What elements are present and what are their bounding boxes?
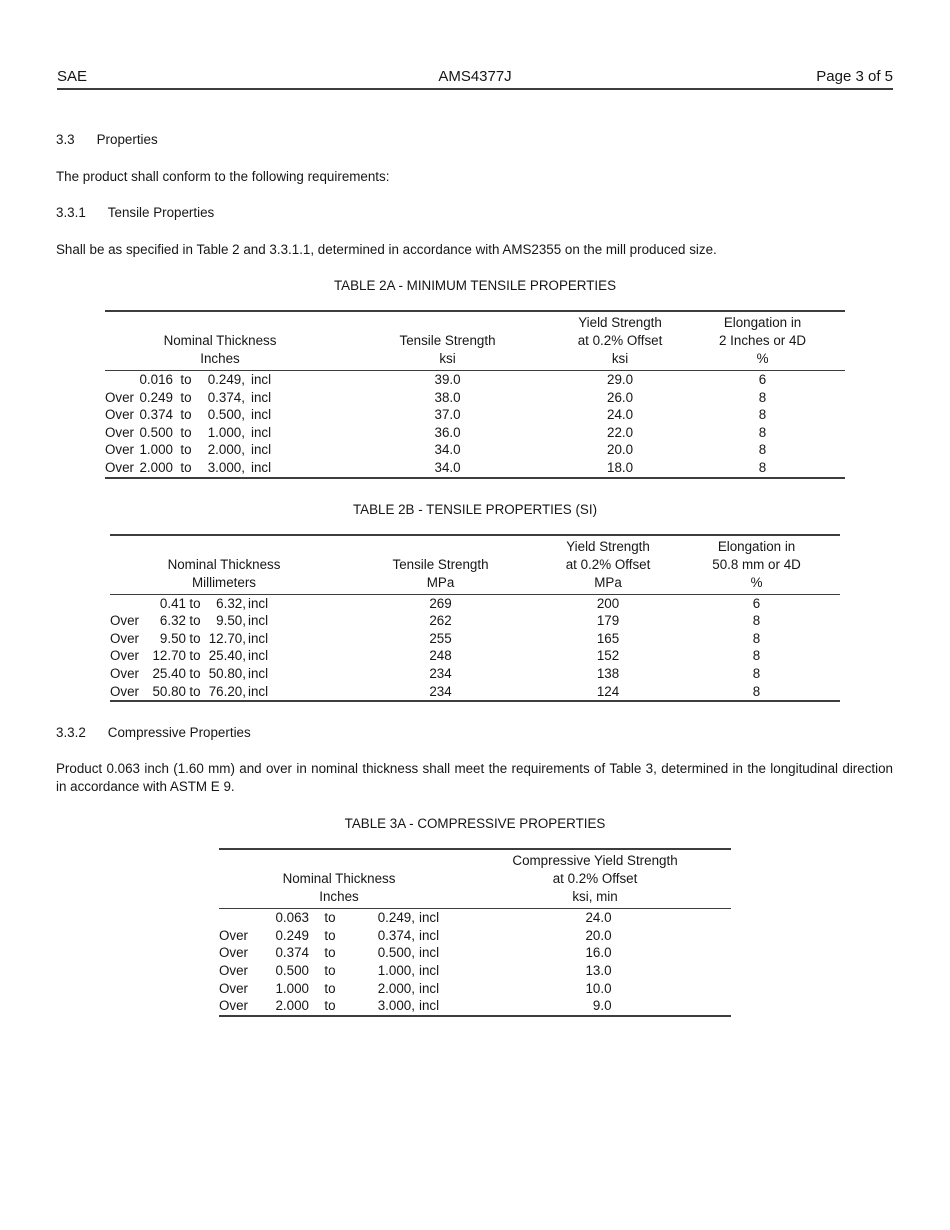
paragraph: Product 0.063 inch (1.60 mm) and over in nominal thickness shall meet the requirements of Table 3, determined in the longitudinal direction in accordance with ASTM E 9. xyxy=(56,761,893,795)
thickness-cell: 2.000, xyxy=(207,442,245,458)
thickness-cell: incl xyxy=(418,998,440,1014)
table-3a xyxy=(219,848,731,1017)
thickness-cell: incl xyxy=(247,665,269,681)
value-cell: 24.0 xyxy=(607,407,634,423)
table-2a-title: TABLE 2A - MINIMUM TENSILE PROPERTIES xyxy=(333,278,616,293)
thickness-cell: to xyxy=(189,595,201,611)
value-cell: 24.0 xyxy=(585,910,612,926)
thickness-cell: incl xyxy=(418,945,440,961)
thickness-cell: 50.80, xyxy=(208,665,246,681)
thickness-cell: 0.249 xyxy=(139,389,173,405)
value-cell: 9.0 xyxy=(592,998,612,1014)
thickness-cell: 9.50, xyxy=(216,613,246,629)
thickness-cell: Over xyxy=(109,683,139,699)
thickness-cell: 3.000, xyxy=(207,459,245,475)
value-cell: 22.0 xyxy=(607,424,634,440)
thickness-cell: Over xyxy=(104,389,134,405)
value-cell: 20.0 xyxy=(585,927,612,943)
thickness-cell: 0.500, xyxy=(207,407,245,423)
value-cell: 34.0 xyxy=(434,459,461,475)
value-cell: 13.0 xyxy=(585,962,612,978)
thickness-cell: 0.063 xyxy=(275,910,309,926)
thickness-cell: 76.20, xyxy=(208,683,246,699)
thickness-cell: Over xyxy=(109,665,139,681)
thickness-cell: to xyxy=(180,424,192,440)
thickness-cell: to xyxy=(180,442,192,458)
table-row xyxy=(110,630,840,648)
column-header-thickness: Nominal Thickness Inches xyxy=(219,849,459,909)
header-org: SAE xyxy=(57,68,88,85)
thickness-cell: to xyxy=(189,613,201,629)
value-cell: 200 xyxy=(596,595,620,611)
value-cell: 255 xyxy=(429,630,452,646)
table-2a xyxy=(105,310,845,479)
table-row xyxy=(105,459,845,478)
thickness-cell: to xyxy=(324,998,336,1014)
thickness-cell: to xyxy=(180,372,192,387)
thickness-cell: to xyxy=(180,389,192,405)
value-cell: 6 xyxy=(758,372,767,387)
thickness-cell: to xyxy=(324,980,336,996)
value-cell: 6 xyxy=(752,595,761,611)
value-cell: 8 xyxy=(752,613,761,629)
value-cell: 36.0 xyxy=(434,424,461,440)
thickness-cell: 2.000 xyxy=(139,459,173,475)
thickness-cell: 12.70 xyxy=(152,648,186,664)
thickness-cell: to xyxy=(324,945,336,961)
value-cell: 234 xyxy=(429,665,452,681)
thickness-cell: 6.32, xyxy=(216,595,246,611)
thickness-cell: incl xyxy=(250,389,272,405)
thickness-cell: to xyxy=(180,407,192,423)
thickness-cell: 2.000 xyxy=(275,998,309,1014)
thickness-cell: 0.41 xyxy=(159,595,186,611)
value-cell: 10.0 xyxy=(585,980,612,996)
value-cell: 8 xyxy=(758,407,767,423)
thickness-cell: 0.374 xyxy=(139,407,173,423)
value-cell: 8 xyxy=(758,459,767,475)
table-header-row xyxy=(105,311,845,371)
table-row xyxy=(219,997,731,1016)
thickness-cell: 0.500 xyxy=(139,424,173,440)
value-cell: 8 xyxy=(752,648,761,664)
section-heading-3-3-1 xyxy=(56,204,894,222)
thickness-cell: 0.374 xyxy=(275,945,309,961)
table-row xyxy=(105,389,845,407)
table-row xyxy=(105,371,845,389)
thickness-cell: incl xyxy=(250,459,272,475)
table-3a-title: TABLE 3A - COMPRESSIVE PROPERTIES xyxy=(344,816,606,832)
table-row xyxy=(110,647,840,665)
value-cell: 26.0 xyxy=(607,389,634,405)
thickness-cell: incl xyxy=(247,595,269,611)
thickness-cell: to xyxy=(189,630,201,646)
thickness-cell: 12.70, xyxy=(208,630,246,646)
thickness-cell: 0.249 xyxy=(275,927,309,943)
value-cell: 39.0 xyxy=(434,372,461,387)
table-row xyxy=(105,424,845,442)
table-row xyxy=(110,594,840,612)
thickness-cell: Over xyxy=(109,613,139,629)
value-cell: 8 xyxy=(752,665,761,681)
thickness-cell: to xyxy=(324,962,336,978)
value-cell: 18.0 xyxy=(607,459,634,475)
value-cell: 20.0 xyxy=(607,442,634,458)
table-row xyxy=(105,406,845,424)
section-heading-3-3 xyxy=(56,131,894,149)
value-cell: 8 xyxy=(758,389,767,405)
thickness-cell: Over xyxy=(218,927,248,943)
thickness-cell: incl xyxy=(250,424,272,440)
value-cell: 38.0 xyxy=(434,389,461,405)
thickness-cell: incl xyxy=(250,372,272,387)
column-header-thickness: Nominal Thickness Millimeters xyxy=(110,535,338,595)
value-cell: 8 xyxy=(758,424,767,440)
thickness-cell: to xyxy=(189,665,201,681)
section-title: Tensile Properties xyxy=(107,205,215,220)
thickness-cell: Over xyxy=(218,998,248,1014)
thickness-cell: 1.000, xyxy=(207,424,245,440)
value-cell: 165 xyxy=(596,630,620,646)
table-header-row xyxy=(110,535,840,595)
thickness-cell: to xyxy=(324,910,336,926)
column-header-thickness: Nominal Thickness Inches xyxy=(105,311,335,371)
thickness-cell: incl xyxy=(418,910,440,926)
column-header-elongation: Elongation in 50.8 mm or 4D % xyxy=(673,535,840,595)
thickness-cell xyxy=(219,909,253,927)
thickness-cell: incl xyxy=(418,980,440,996)
column-header-elongation: Elongation in 2 Inches or 4D % xyxy=(680,311,845,371)
thickness-cell xyxy=(110,594,140,612)
column-header-compressive-yield: Compressive Yield Strength at 0.2% Offset ksi, min xyxy=(459,849,731,909)
table-row xyxy=(219,980,731,998)
thickness-cell: 0.249, xyxy=(377,910,415,926)
thickness-cell: Over xyxy=(218,945,248,961)
header-doc-id: AMS4377J xyxy=(438,68,512,85)
thickness-cell: Over xyxy=(218,980,248,996)
thickness-cell: Over xyxy=(104,442,134,458)
thickness-cell: 0.500 xyxy=(275,962,309,978)
thickness-cell: 3.000, xyxy=(377,998,415,1014)
thickness-cell: Over xyxy=(109,648,139,664)
value-cell: 269 xyxy=(429,595,452,611)
thickness-cell: to xyxy=(189,648,201,664)
thickness-cell: incl xyxy=(250,442,272,458)
header-page-number: Page 3 of 5 xyxy=(816,68,893,85)
table-row xyxy=(219,944,731,962)
column-header-yield: Yield Strength at 0.2% Offset MPa xyxy=(543,535,673,595)
thickness-cell: 0.016 xyxy=(139,372,173,387)
thickness-cell: 1.000 xyxy=(139,442,173,458)
section-number: 3.3.2 xyxy=(56,725,86,741)
table-row xyxy=(105,441,845,459)
thickness-cell: 0.249, xyxy=(207,372,245,387)
table-2b xyxy=(110,534,840,703)
section-title: Compressive Properties xyxy=(107,725,251,741)
thickness-cell: to xyxy=(324,927,336,943)
paragraph: Shall be as specified in Table 2 and 3.3.1.1, determined in accordance with AMS2355 on the mill produced size. xyxy=(56,242,717,257)
thickness-cell: Over xyxy=(104,459,134,475)
thickness-cell: incl xyxy=(418,962,440,978)
value-cell: 37.0 xyxy=(434,407,461,423)
value-cell: 16.0 xyxy=(585,945,612,961)
column-header-yield: Yield Strength at 0.2% Offset ksi xyxy=(560,311,680,371)
value-cell: 8 xyxy=(752,630,761,646)
section-number: 3.3 xyxy=(56,132,75,147)
thickness-cell: Over xyxy=(218,962,248,978)
thickness-cell: 6.32 xyxy=(159,613,186,629)
value-cell: 29.0 xyxy=(607,372,634,387)
thickness-cell: incl xyxy=(250,407,272,423)
value-cell: 234 xyxy=(429,683,452,699)
paragraph: The product shall conform to the following requirements: xyxy=(56,169,390,184)
thickness-cell: 0.374, xyxy=(377,927,415,943)
page-header xyxy=(57,68,893,90)
value-cell: 262 xyxy=(429,613,452,629)
thickness-cell: Over xyxy=(104,407,134,423)
table-row xyxy=(110,683,840,702)
section-number: 3.3.1 xyxy=(56,205,86,220)
table-row xyxy=(219,927,731,945)
value-cell: 8 xyxy=(758,442,767,458)
table-header-row xyxy=(219,849,731,909)
thickness-cell: 2.000, xyxy=(377,980,415,996)
thickness-cell: 50.80 xyxy=(152,683,186,699)
thickness-cell: incl xyxy=(247,613,269,629)
thickness-cell: 0.374, xyxy=(207,389,245,405)
thickness-cell: 1.000 xyxy=(275,980,309,996)
thickness-cell: Over xyxy=(109,630,139,646)
thickness-cell xyxy=(105,371,135,389)
thickness-cell: 25.40 xyxy=(152,665,186,681)
section-heading-3-3-2 xyxy=(56,724,894,742)
thickness-cell: 25.40, xyxy=(208,648,246,664)
table-row xyxy=(110,665,840,683)
thickness-cell: to xyxy=(189,683,201,699)
value-cell: 152 xyxy=(596,648,620,664)
section-title: Properties xyxy=(96,132,158,147)
value-cell: 248 xyxy=(429,648,452,664)
column-header-tensile: Tensile Strength MPa xyxy=(338,535,543,595)
thickness-cell: 9.50 xyxy=(159,630,186,646)
thickness-cell: incl xyxy=(247,630,269,646)
column-header-tensile: Tensile Strength ksi xyxy=(335,311,560,371)
value-cell: 8 xyxy=(752,683,761,699)
table-row xyxy=(219,909,731,927)
thickness-cell: Over xyxy=(104,424,134,440)
thickness-cell: incl xyxy=(418,927,440,943)
table-row xyxy=(110,612,840,630)
thickness-cell: 1.000, xyxy=(377,962,415,978)
thickness-cell: 0.500, xyxy=(377,945,415,961)
thickness-cell: to xyxy=(180,459,192,475)
value-cell: 34.0 xyxy=(434,442,461,458)
thickness-cell: incl xyxy=(247,683,269,699)
value-cell: 138 xyxy=(596,665,620,681)
value-cell: 124 xyxy=(596,683,620,699)
table-2b-title: TABLE 2B - TENSILE PROPERTIES (SI) xyxy=(352,501,598,517)
value-cell: 179 xyxy=(596,613,620,629)
table-row xyxy=(219,962,731,980)
thickness-cell: incl xyxy=(247,648,269,664)
